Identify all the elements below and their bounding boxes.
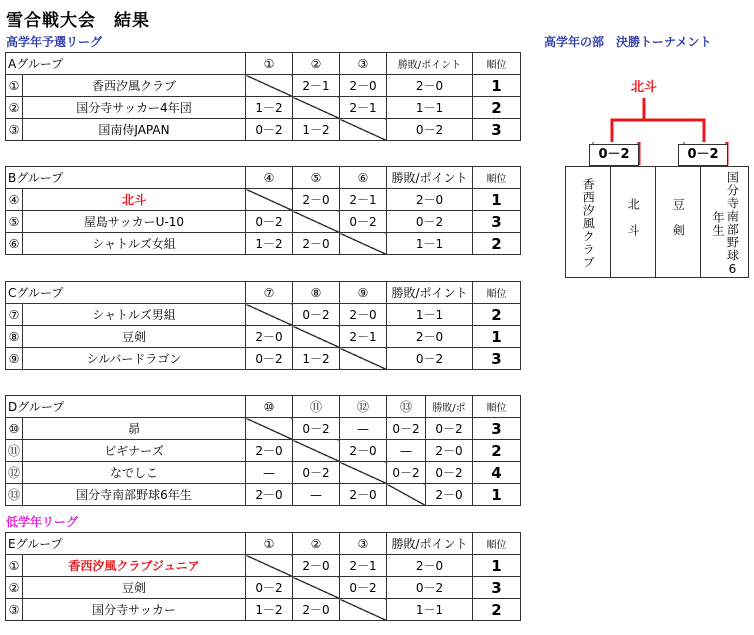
upper-league-label: 高学年予選リーグ — [6, 35, 103, 49]
table-row — [6, 555, 521, 577]
rank: 3 — [473, 577, 521, 599]
table-row — [6, 211, 521, 233]
team-name: ビギナーズ — [23, 440, 246, 462]
match-score: 1－2 — [246, 599, 293, 621]
team-number: ④ — [6, 189, 23, 211]
points-header: 勝敗/ポイント — [387, 282, 473, 304]
team-name: 豆剣 — [23, 326, 246, 348]
team-name: 香西汐風クラブ — [23, 75, 246, 97]
rank: 1 — [473, 555, 521, 577]
match-score: — — [246, 462, 293, 484]
table-row — [6, 189, 521, 211]
rank: 3 — [473, 211, 521, 233]
match-score: — — [387, 440, 426, 462]
header-row — [6, 53, 521, 75]
rank-header: 順位 — [473, 396, 521, 418]
table-row — [6, 440, 521, 462]
header-row — [6, 533, 521, 555]
table-row — [6, 326, 521, 348]
team-name: 国分寺南部野球6年生 — [23, 484, 246, 506]
diagonal-cell — [340, 599, 387, 621]
match-score: 1－2 — [293, 348, 340, 370]
col-header: ② — [293, 53, 340, 75]
match-score: 2－0 — [340, 484, 387, 506]
diagonal-cell — [293, 577, 340, 599]
match-score: 0－2 — [246, 119, 293, 141]
rank-header: 順位 — [473, 167, 521, 189]
rank: 1 — [473, 75, 521, 97]
table-row — [6, 233, 521, 255]
match-score: 2－0 — [293, 189, 340, 211]
match-score: 0－2 — [293, 462, 340, 484]
col-header: ⑨ — [340, 282, 387, 304]
team-name: 屋島サッカーU-10 — [23, 211, 246, 233]
page-title: 雪合戦大会 結果 — [6, 11, 150, 31]
points: 1－1 — [387, 599, 473, 621]
semifinal-score-left: 0－2 — [589, 144, 639, 166]
match-score: — — [340, 418, 387, 440]
points: 1－1 — [387, 97, 473, 119]
points: 2－0 — [387, 75, 473, 97]
match-score: 2－0 — [246, 440, 293, 462]
team-name: 国分寺サッカー — [23, 599, 246, 621]
points: 0－2 — [387, 211, 473, 233]
diagonal-cell — [246, 555, 293, 577]
header-row — [6, 167, 521, 189]
bracket-team: 豆剣 — [656, 167, 701, 278]
team-name: シルバードラゴン — [23, 348, 246, 370]
table-row — [6, 97, 521, 119]
match-score: 1－2 — [246, 233, 293, 255]
match-score: 0－2 — [293, 304, 340, 326]
rank-header: 順位 — [473, 533, 521, 555]
diagonal-cell — [340, 348, 387, 370]
diagonal-cell — [293, 97, 340, 119]
points: 0－2 — [387, 348, 473, 370]
bracket-team: 北斗 — [611, 167, 656, 278]
match-score: 2－1 — [340, 555, 387, 577]
col-header: ① — [246, 533, 293, 555]
rank: 3 — [473, 119, 521, 141]
rank: 2 — [473, 440, 521, 462]
diagonal-cell — [293, 440, 340, 462]
match-score: 0－2 — [340, 577, 387, 599]
match-score: 2－0 — [293, 555, 340, 577]
points-header: 勝敗/ポイント — [387, 53, 473, 75]
tournament-label: 高学年の部 決勝トーナメント — [544, 35, 712, 49]
match-score: 0－2 — [293, 418, 340, 440]
group-d-table — [5, 395, 521, 506]
rank: 3 — [473, 418, 521, 440]
rank: 3 — [473, 348, 521, 370]
team-number: ⑧ — [6, 326, 23, 348]
rank: 4 — [473, 462, 521, 484]
team-number: ② — [6, 577, 23, 599]
points: 2－0 — [387, 326, 473, 348]
points: 0－2 — [387, 119, 473, 141]
team-number: ⑤ — [6, 211, 23, 233]
diagonal-cell — [340, 233, 387, 255]
match-score: 0－2 — [387, 462, 426, 484]
bracket-team: 香西汐風クラブ — [566, 167, 611, 278]
team-number: ⑨ — [6, 348, 23, 370]
match-score: 0－2 — [246, 577, 293, 599]
group-name: Dグループ — [6, 396, 246, 418]
col-header: ⑬ — [387, 396, 426, 418]
points-header: 勝敗/ポイント — [387, 167, 473, 189]
col-header: ⑫ — [340, 396, 387, 418]
match-score: 2－0 — [246, 484, 293, 506]
rank: 2 — [473, 599, 521, 621]
header-row — [6, 282, 521, 304]
diagonal-cell — [387, 484, 426, 506]
match-score: 2－1 — [293, 75, 340, 97]
points-header: 勝敗/ポ — [426, 396, 473, 418]
bracket-team: 国分寺南部野球6年生 — [711, 170, 740, 277]
col-header: ④ — [246, 167, 293, 189]
group-c-table — [5, 281, 521, 370]
diagonal-cell — [246, 304, 293, 326]
match-score: 2－1 — [340, 189, 387, 211]
col-header: ② — [293, 533, 340, 555]
diagonal-cell — [340, 119, 387, 141]
table-row — [6, 119, 521, 141]
team-number: ⑬ — [6, 484, 23, 506]
table-row — [6, 462, 521, 484]
match-score: 0－2 — [387, 418, 426, 440]
points: 0－2 — [387, 577, 473, 599]
match-score: — — [293, 484, 340, 506]
champion-name: 北斗 — [630, 80, 657, 95]
col-header: ⑧ — [293, 282, 340, 304]
team-name: 国分寺サッカー4年団 — [23, 97, 246, 119]
col-header: ⑤ — [293, 167, 340, 189]
diagonal-cell — [246, 418, 293, 440]
group-name: Aグループ — [6, 53, 246, 75]
group-b-table — [5, 166, 521, 255]
team-number: ⑥ — [6, 233, 23, 255]
header-row — [6, 396, 521, 418]
points: 2－0 — [387, 555, 473, 577]
match-score: 2－0 — [293, 599, 340, 621]
match-score: 2－0 — [340, 75, 387, 97]
match-score: 2－0 — [293, 233, 340, 255]
group-name: Eグループ — [6, 533, 246, 555]
rank: 2 — [473, 304, 521, 326]
team-number: ⑩ — [6, 418, 23, 440]
diagonal-cell — [246, 75, 293, 97]
match-score: 0－2 — [246, 348, 293, 370]
team-number: ① — [6, 555, 23, 577]
col-header: ⑥ — [340, 167, 387, 189]
match-score: 1－2 — [246, 97, 293, 119]
match-score: 2－1 — [340, 97, 387, 119]
points: 2－0 — [387, 189, 473, 211]
team-number: ③ — [6, 599, 23, 621]
table-row — [6, 577, 521, 599]
team-name: 昴 — [23, 418, 246, 440]
rank: 1 — [473, 484, 521, 506]
col-header: ⑩ — [246, 396, 293, 418]
group-name: Cグループ — [6, 282, 246, 304]
team-number: ⑫ — [6, 462, 23, 484]
table-row — [6, 304, 521, 326]
rank: 1 — [473, 189, 521, 211]
diagonal-cell — [293, 211, 340, 233]
points: 1－1 — [387, 304, 473, 326]
diagonal-cell — [340, 462, 387, 484]
team-name: 豆剣 — [23, 577, 246, 599]
points-header: 勝敗/ポイント — [387, 533, 473, 555]
points: 2－0 — [426, 484, 473, 506]
col-header: ⑪ — [293, 396, 340, 418]
match-score: 2－0 — [246, 326, 293, 348]
team-name: シャトルズ女組 — [23, 233, 246, 255]
team-number: ③ — [6, 119, 23, 141]
team-number: ② — [6, 97, 23, 119]
table-row — [6, 599, 521, 621]
diagonal-cell — [293, 326, 340, 348]
group-e-table — [5, 532, 521, 621]
match-score: 0－2 — [340, 211, 387, 233]
table-row — [6, 75, 521, 97]
team-name: シャトルズ男組 — [23, 304, 246, 326]
rank-header: 順位 — [473, 282, 521, 304]
rank: 1 — [473, 326, 521, 348]
points: 0－2 — [426, 418, 473, 440]
match-score: 2－0 — [340, 304, 387, 326]
lower-league-label: 低学年リーグ — [6, 515, 79, 529]
match-score: 2－1 — [340, 326, 387, 348]
team-name-highlight: 北斗 — [23, 189, 246, 211]
table-row — [6, 418, 521, 440]
group-name: Bグループ — [6, 167, 246, 189]
team-name: 国南侍JAPAN — [23, 119, 246, 141]
team-number: ⑪ — [6, 440, 23, 462]
table-row — [6, 348, 521, 370]
points: 2－0 — [426, 440, 473, 462]
col-header: ③ — [340, 53, 387, 75]
col-header: ⑦ — [246, 282, 293, 304]
points: 1－1 — [387, 233, 473, 255]
team-name: なでしこ — [23, 462, 246, 484]
match-score: 0－2 — [246, 211, 293, 233]
rank-header: 順位 — [473, 53, 521, 75]
team-number: ① — [6, 75, 23, 97]
col-header: ① — [246, 53, 293, 75]
rank: 2 — [473, 97, 521, 119]
table-row — [6, 484, 521, 506]
diagonal-cell — [246, 189, 293, 211]
rank: 2 — [473, 233, 521, 255]
team-number: ⑦ — [6, 304, 23, 326]
match-score: 1－2 — [293, 119, 340, 141]
semifinal-score-right: 0－2 — [678, 144, 728, 166]
match-score: 2－0 — [340, 440, 387, 462]
col-header: ③ — [340, 533, 387, 555]
team-name-highlight: 香西汐風クラブジュニア — [23, 555, 246, 577]
group-a-table — [5, 52, 521, 141]
points: 0－2 — [426, 462, 473, 484]
